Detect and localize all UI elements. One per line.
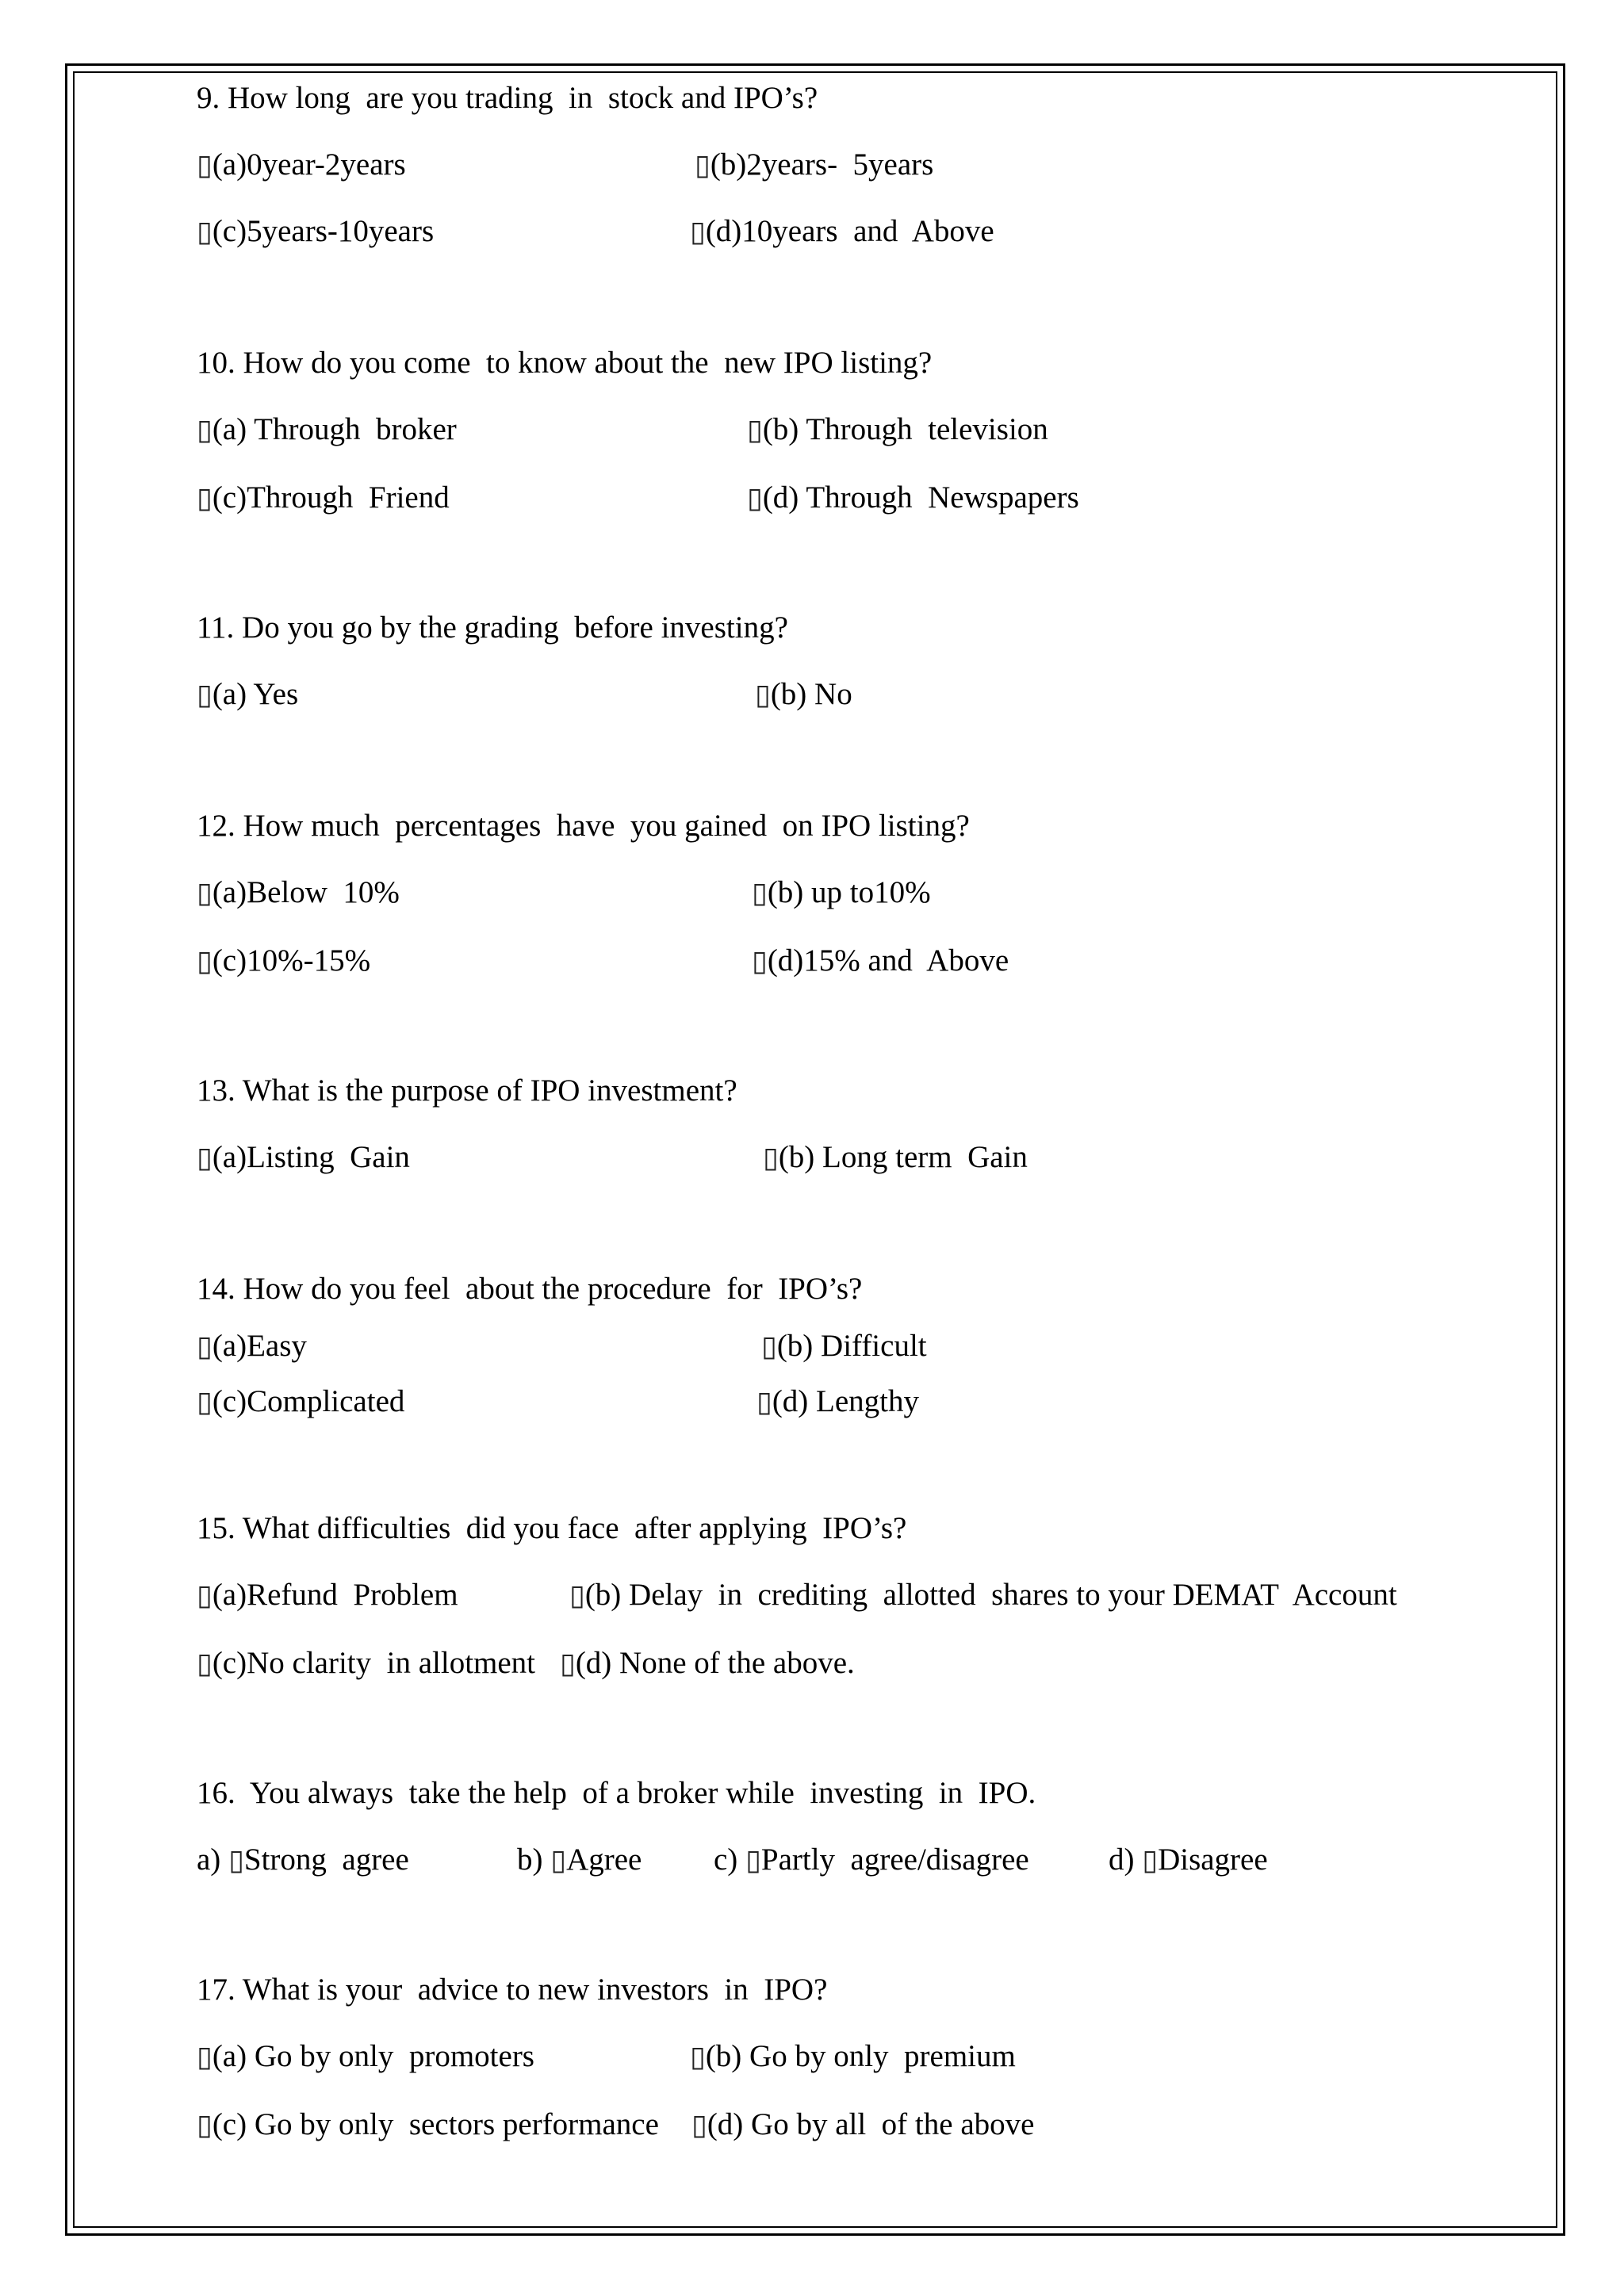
option-17d[interactable]: ▯(d) Go by all of the above — [691, 2107, 1035, 2141]
checkbox-icon[interactable]: ▯ — [197, 945, 213, 977]
option-9b[interactable]: ▯(b)2years- 5years — [695, 147, 934, 182]
option-15d[interactable]: ▯(d) None of the above. — [560, 1646, 855, 1680]
option-16c[interactable]: c) ▯Partly agree/disagree — [714, 1843, 1029, 1877]
option-14c[interactable]: ▯(c)Complicated — [197, 1384, 405, 1418]
option-13a[interactable]: ▯(a)Listing Gain — [197, 1140, 410, 1174]
question-14: 14. How do you feel about the procedure for IPO’s? — [197, 1272, 863, 1306]
checkbox-icon[interactable]: ▯ — [197, 1386, 213, 1418]
checkbox-icon[interactable]: ▯ — [197, 149, 213, 181]
checkbox-icon[interactable]: ▯ — [197, 2041, 213, 2072]
checkbox-icon[interactable]: ▯ — [752, 877, 768, 909]
option-10a[interactable]: ▯(a) Through broker — [197, 412, 457, 446]
checkbox-icon[interactable]: ▯ — [197, 877, 213, 909]
checkbox-icon[interactable]: ▯ — [197, 1647, 213, 1679]
option-9c[interactable]: ▯(c)5years-10years — [197, 214, 435, 248]
option-14d[interactable]: ▯(d) Lengthy — [756, 1384, 920, 1418]
checkbox-icon[interactable]: ▯ — [1142, 1844, 1159, 1876]
checkbox-icon[interactable]: ▯ — [197, 679, 213, 710]
checkbox-icon[interactable]: ▯ — [197, 1330, 213, 1362]
option-17a[interactable]: ▯(a) Go by only promoters — [197, 2039, 534, 2073]
question-15: 15. What difficulties did you face after applying IPO’s? — [197, 1511, 907, 1545]
option-14b[interactable]: ▯(b) Difficult — [761, 1329, 927, 1363]
checkbox-icon[interactable]: ▯ — [763, 1142, 779, 1173]
checkbox-icon[interactable]: ▯ — [752, 945, 768, 977]
checkbox-icon[interactable]: ▯ — [197, 2109, 213, 2141]
option-17c[interactable]: ▯(c) Go by only sectors performance — [197, 2107, 659, 2141]
checkbox-icon[interactable]: ▯ — [197, 216, 213, 247]
option-12b[interactable]: ▯(b) up to10% — [752, 875, 931, 909]
option-16b[interactable]: b) ▯Agree — [517, 1843, 642, 1877]
checkbox-icon[interactable]: ▯ — [747, 414, 763, 446]
question-12: 12. How much percentages have you gained on IPO listing? — [197, 809, 970, 843]
checkbox-icon[interactable]: ▯ — [197, 1579, 213, 1611]
checkbox-icon[interactable]: ▯ — [197, 482, 213, 514]
option-10b[interactable]: ▯(b) Through television — [747, 412, 1048, 446]
option-15b[interactable]: ▯(b) Delay in crediting allotted shares to your DEMAT Account — [569, 1578, 1397, 1612]
option-16d[interactable]: d) ▯Disagree — [1109, 1843, 1268, 1877]
option-12d[interactable]: ▯(d)15% and Above — [752, 943, 1009, 978]
option-13b[interactable]: ▯(b) Long term Gain — [763, 1140, 1028, 1174]
question-13: 13. What is the purpose of IPO investment? — [197, 1073, 737, 1108]
option-12a[interactable]: ▯(a)Below 10% — [197, 875, 400, 909]
checkbox-icon[interactable]: ▯ — [761, 1330, 777, 1362]
option-14a[interactable]: ▯(a)Easy — [197, 1329, 307, 1363]
option-11b[interactable]: ▯(b) No — [755, 677, 852, 711]
option-10d[interactable]: ▯(d) Through Newspapers — [747, 480, 1079, 515]
checkbox-icon[interactable]: ▯ — [228, 1844, 244, 1876]
option-12c[interactable]: ▯(c)10%-15% — [197, 943, 371, 978]
checkbox-icon[interactable]: ▯ — [755, 679, 771, 710]
checkbox-icon[interactable]: ▯ — [560, 1647, 576, 1679]
checkbox-icon[interactable]: ▯ — [197, 414, 213, 446]
option-9d[interactable]: ▯(d)10years and Above — [690, 214, 994, 248]
question-10: 10. How do you come to know about the new IPO listing? — [197, 346, 933, 380]
checkbox-icon[interactable]: ▯ — [690, 2041, 706, 2072]
question-16: 16. You always take the help of a broker while investing in IPO. — [197, 1776, 1036, 1810]
checkbox-icon[interactable]: ▯ — [695, 149, 710, 181]
option-15c[interactable]: ▯(c)No clarity in allotment — [197, 1646, 536, 1680]
checkbox-icon[interactable]: ▯ — [691, 2109, 707, 2141]
option-10c[interactable]: ▯(c)Through Friend — [197, 480, 450, 515]
checkbox-icon[interactable]: ▯ — [745, 1844, 761, 1876]
question-9: 9. How long are you trading in stock and IPO’s? — [197, 81, 818, 115]
option-16a[interactable]: a) ▯Strong agree — [197, 1843, 409, 1877]
question-11: 11. Do you go by the grading before investing? — [197, 610, 788, 645]
checkbox-icon[interactable]: ▯ — [550, 1844, 567, 1876]
checkbox-icon[interactable]: ▯ — [197, 1142, 213, 1173]
option-11a[interactable]: ▯(a) Yes — [197, 677, 299, 711]
checkbox-icon[interactable]: ▯ — [569, 1579, 585, 1611]
question-17: 17. What is your advice to new investors in IPO? — [197, 1973, 828, 2007]
checkbox-icon[interactable]: ▯ — [690, 216, 706, 247]
checkbox-icon[interactable]: ▯ — [756, 1386, 772, 1418]
option-9a[interactable]: ▯(a)0year-2years — [197, 147, 406, 182]
checkbox-icon[interactable]: ▯ — [747, 482, 763, 514]
option-15a[interactable]: ▯(a)Refund Problem — [197, 1578, 458, 1612]
option-17b[interactable]: ▯(b) Go by only premium — [690, 2039, 1016, 2073]
